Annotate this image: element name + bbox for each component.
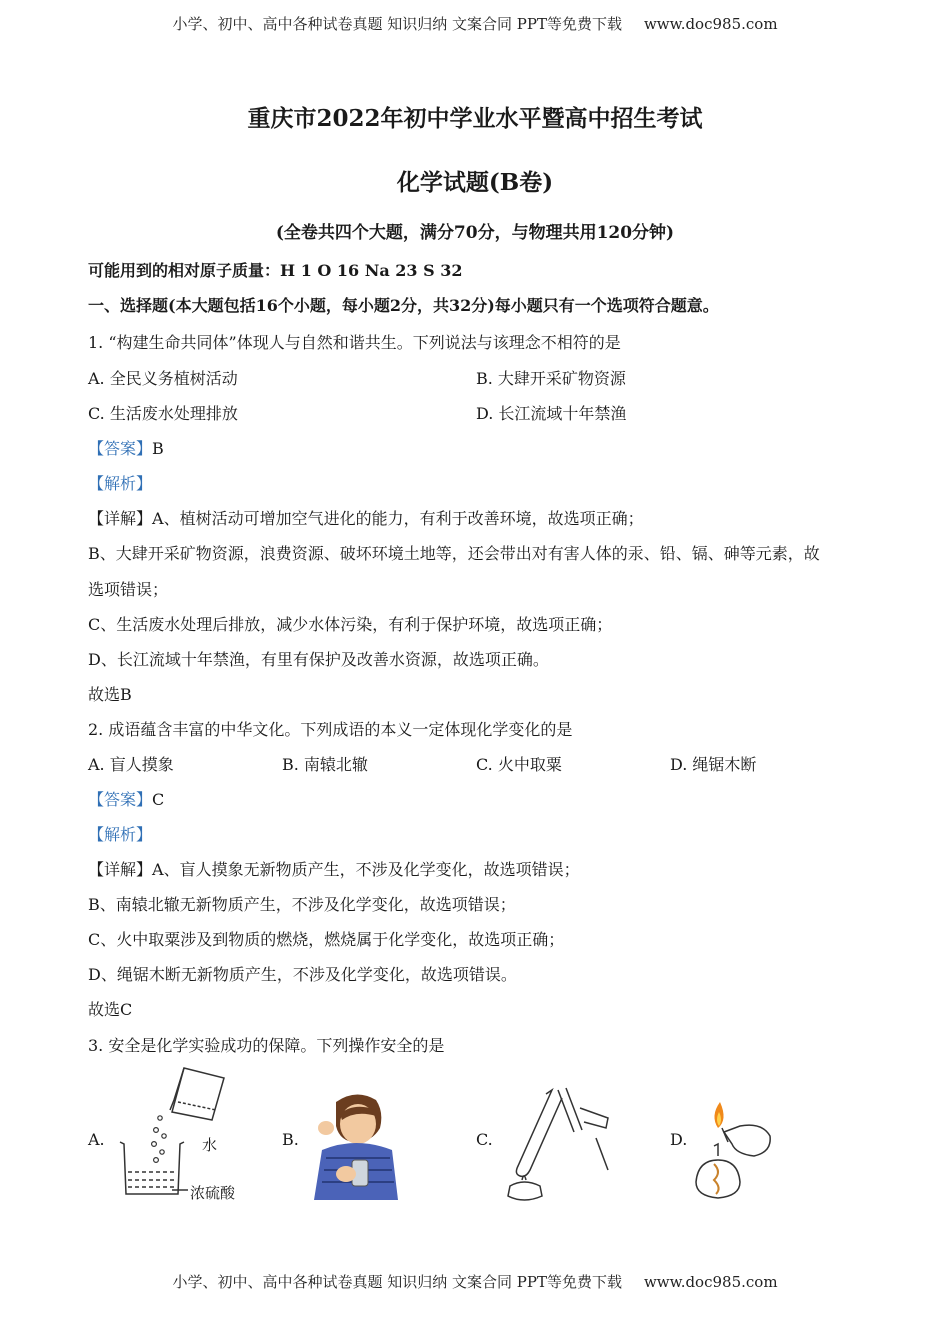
q2-answer-value: C bbox=[152, 790, 165, 809]
header-text: 小学、初中、高中各种试卷真题 知识归纳 文案合同 PPT等免费下载 bbox=[172, 15, 622, 33]
tilted-lamp-icon bbox=[722, 1125, 770, 1156]
q1-detail-b2: 选项错误； bbox=[88, 580, 169, 599]
q1-stem: 1. “构建生命共同体”体现人与自然和谐共生。下列说法与该理念不相符的是 bbox=[88, 333, 621, 352]
answer-tag: 【答案】 bbox=[88, 439, 153, 458]
q2-conclusion: 故选C bbox=[88, 1000, 133, 1019]
q1-detail-a-text: A、植树活动可增加空气进化的能力，有利于改善环境，故选项正确； bbox=[152, 509, 644, 528]
q1-conclusion: 故选B bbox=[88, 685, 132, 704]
q2-detail-b: B、南辕北辙无新物质产生，不涉及化学变化，故选项错误； bbox=[88, 895, 516, 914]
q3-option-b-label: B. bbox=[282, 1130, 299, 1149]
exam-subtitle: 化学试题(B卷) bbox=[396, 169, 554, 196]
q3-stem: 3. 安全是化学实验成功的保障。下列操作安全的是 bbox=[88, 1036, 445, 1055]
detail-tag: 【详解】 bbox=[88, 509, 153, 528]
q2-answer bbox=[88, 787, 164, 810]
page-header bbox=[0, 13, 950, 34]
footer-text: 小学、初中、高中各种试卷真题 知识归纳 文案合同 PPT等免费下载 bbox=[172, 1273, 622, 1291]
flame-icon bbox=[714, 1102, 723, 1128]
detail-tag: 【详解】 bbox=[88, 860, 153, 879]
test-tube-icon bbox=[516, 1088, 608, 1176]
section-1-heading: 一、选择题(本大题包括16个小题，每小题2分，共32分)每小题只有一个选项符合题意。 bbox=[88, 296, 719, 315]
water-drops-icon bbox=[152, 1116, 167, 1163]
q2-detail-d: D、绳锯木断无新物质产生，不涉及化学变化，故选项错误。 bbox=[88, 965, 517, 984]
q3-figure-c-test-tube bbox=[496, 1082, 620, 1204]
q1-detail-a bbox=[88, 506, 644, 529]
page-footer bbox=[0, 1271, 950, 1292]
footer-site-link[interactable]: www.doc985.com bbox=[643, 1273, 778, 1291]
q2-option-c: C. 火中取粟 bbox=[476, 755, 562, 774]
q2-stem: 2. 成语蕴含丰富的中华文化。下列成语的本义一定体现化学变化的是 bbox=[88, 720, 573, 739]
acid-beaker-icon bbox=[120, 1142, 188, 1194]
q3-option-d-label: D. bbox=[670, 1130, 688, 1149]
q3-option-c-label: C. bbox=[476, 1130, 493, 1149]
q2-option-d: D. 绳锯木断 bbox=[670, 755, 757, 774]
q2-analysis-tag: 【解析】 bbox=[88, 825, 153, 844]
q1-option-b: B. 大肆开采矿物资源 bbox=[476, 369, 626, 388]
q1-detail-b1: B、大肆开采矿物资源，浪费资源、破坏环境土地等，还会带出对有害人体的汞、铅、镉、砷等元素，故 bbox=[88, 544, 820, 563]
q1-detail-d: D、长江流域十年禁渔，有里有保护及改善水资源，故选项正确。 bbox=[88, 650, 549, 669]
exam-note: (全卷共四个大题，满分70分，与物理共用120分钟) bbox=[275, 223, 675, 243]
q2-option-b: B. 南辕北辙 bbox=[282, 755, 368, 774]
q3-figure-d-alcohol-lamps bbox=[688, 1098, 788, 1204]
q3-figure-b-smelling bbox=[306, 1088, 406, 1200]
q1-answer-value: B bbox=[152, 439, 164, 458]
header-site-link[interactable]: www.doc985.com bbox=[643, 15, 778, 33]
q1-detail-c: C、生活废水处理后排放，减少水体污染，有利于保护环境，故选项正确； bbox=[88, 615, 613, 634]
alcohol-lamp-icon bbox=[508, 1176, 542, 1200]
q2-option-a: A. 盲人摸象 bbox=[88, 755, 174, 774]
q2-detail-a-text: A、盲人摸象无新物质产生，不涉及化学变化，故选项错误； bbox=[152, 860, 580, 879]
q1-analysis-tag: 【解析】 bbox=[88, 474, 153, 493]
atomic-mass-line: 可能用到的相对原子质量：H 1 O 16 Na 23 S 32 bbox=[88, 261, 463, 280]
exam-title: 重庆市2022年初中学业水平暨高中招生考试 bbox=[247, 105, 703, 132]
answer-tag: 【答案】 bbox=[88, 790, 153, 809]
q3-label-water: 水 bbox=[202, 1136, 218, 1154]
q1-option-d: D. 长江流域十年禁渔 bbox=[476, 404, 627, 423]
q1-answer bbox=[88, 436, 164, 459]
pouring-beaker-icon bbox=[170, 1068, 224, 1120]
q2-detail-c: C、火中取粟涉及到物质的燃烧，燃烧属于化学变化，故选项正确； bbox=[88, 930, 565, 949]
upright-lamp-icon bbox=[696, 1144, 740, 1198]
q1-option-c: C. 生活废水处理排放 bbox=[88, 404, 238, 423]
q3-option-a-label: A. bbox=[88, 1130, 105, 1149]
q2-detail-a bbox=[88, 857, 580, 880]
student-icon bbox=[314, 1094, 398, 1200]
q3-label-acid: 浓硫酸 bbox=[190, 1184, 236, 1202]
q1-option-a: A. 全民义务植树活动 bbox=[88, 369, 238, 388]
